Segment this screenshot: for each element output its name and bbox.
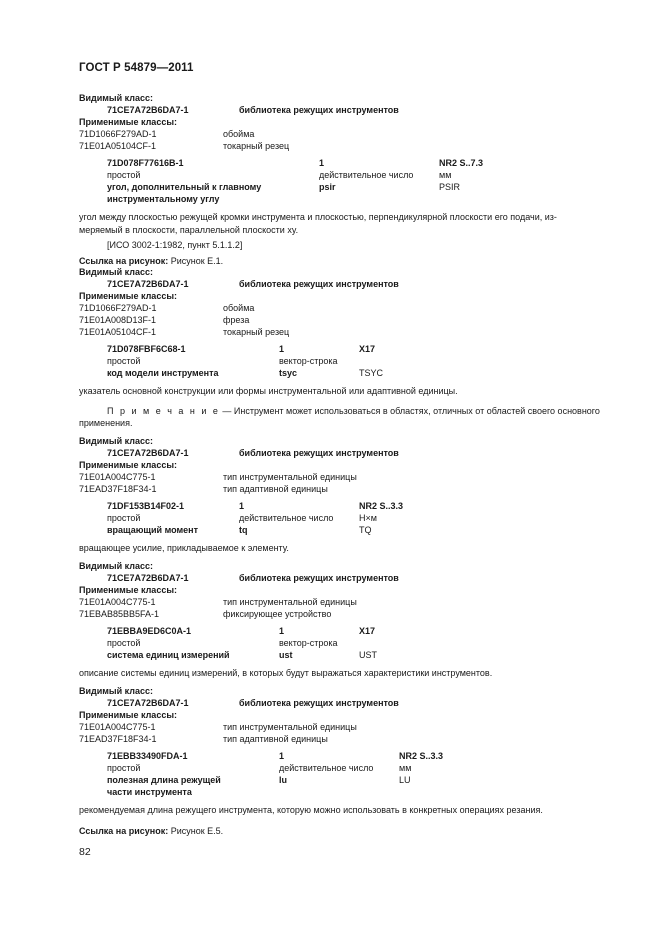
applicable-class-name: тип адаптивной единицы	[223, 484, 328, 494]
figure-reference-value: Рисунок Е.1.	[170, 256, 224, 266]
property-id: 71DF153B14F02-1	[107, 501, 185, 511]
property-data-type: вектор-строка	[279, 638, 338, 648]
visible-class-label: Видимый класс:	[79, 267, 153, 277]
property-symbol: tsyc	[279, 368, 298, 378]
visible-class-id: 71CE7A72B6DA7-1	[107, 573, 189, 583]
applicable-classes-label: Применимые классы:	[79, 585, 178, 595]
figure-reference-value: Рисунок Е.5.	[170, 826, 224, 836]
applicable-class-name: тип инструментальной единицы	[223, 597, 357, 607]
applicable-class-name: тип инструментальной единицы	[223, 722, 357, 732]
applicable-classes-label: Применимые классы:	[79, 460, 178, 470]
applicable-class-id: 71E01A05104CF-1	[79, 141, 157, 151]
property-data-type: действительное число	[239, 513, 334, 523]
property-number: 1	[279, 626, 285, 636]
applicable-class-id: 71E01A004C775-1	[79, 597, 156, 607]
property-number: 1	[319, 158, 325, 168]
property-kind: простой	[107, 513, 141, 523]
property-id: 71D078F77616B-1	[107, 158, 184, 168]
visible-class-id: 71CE7A72B6DA7-1	[107, 698, 189, 708]
property-name-continued: инструментальному углу	[107, 194, 220, 204]
property-data-type: вектор-строка	[279, 356, 338, 366]
property-kind: простой	[107, 356, 141, 366]
property-kind: простой	[107, 638, 141, 648]
definition-text: рекомендуемая длина режущего инструмента, которую можно использовать в конкретных операциях резания.	[79, 805, 543, 815]
definition-text: вращающее усилие, прикладываемое к элементу.	[79, 543, 289, 553]
property-number: 1	[279, 751, 285, 761]
applicable-class-id: 71EAD37F18F34-1	[79, 484, 157, 494]
property-symbol: tq	[239, 525, 248, 535]
property-code: TQ	[359, 525, 372, 535]
applicable-class-id: 71EAD37F18F34-1	[79, 734, 157, 744]
property-unit: Н×м	[359, 513, 377, 523]
property-name-continued: части инструмента	[107, 787, 192, 797]
property-value-format: NR2 S..7.3	[439, 158, 484, 168]
note-body: — Инструмент может использоваться в областях, отличных от областей своего основного	[219, 406, 600, 416]
property-value-format: X17	[359, 344, 376, 354]
source-reference: [ИСО 3002-1:1982, пункт 5.1.1.2]	[107, 240, 243, 250]
applicable-class-name: тип инструментальной единицы	[223, 472, 357, 482]
note-label: П р и м е ч а н и е	[107, 406, 220, 416]
property-unit: мм	[399, 763, 412, 773]
visible-class-id: 71CE7A72B6DA7-1	[107, 448, 189, 458]
applicable-class-name: обойма	[223, 129, 255, 139]
visible-class-name: библиотека режущих инструментов	[239, 105, 399, 115]
property-symbol: lu	[279, 775, 287, 785]
property-data-type: действительное число	[319, 170, 414, 180]
property-number: 1	[239, 501, 245, 511]
visible-class-name: библиотека режущих инструментов	[239, 698, 399, 708]
visible-class-label: Видимый класс:	[79, 93, 153, 103]
applicable-class-name: токарный резец	[223, 141, 290, 151]
applicable-class-id: 71E01A004C775-1	[79, 722, 156, 732]
applicable-class-id: 71E01A008D13F-1	[79, 315, 157, 325]
property-code: UST	[359, 650, 377, 660]
property-code: LU	[399, 775, 411, 785]
applicable-class-id: 71EBAB85BB5FA-1	[79, 609, 160, 619]
property-data-type: действительное число	[279, 763, 374, 773]
applicable-class-name: обойма	[223, 303, 255, 313]
visible-class-id: 71CE7A72B6DA7-1	[107, 105, 189, 115]
property-symbol: ust	[279, 650, 293, 660]
property-name: код модели инструмента	[107, 368, 219, 378]
property-value-format: NR2 S..3.3	[399, 751, 444, 761]
property-name: система единиц измерений	[107, 650, 230, 660]
property-kind: простой	[107, 763, 141, 773]
applicable-class-name: токарный резец	[223, 327, 290, 337]
figure-reference	[79, 825, 223, 837]
visible-class-name: библиотека режущих инструментов	[239, 448, 399, 458]
property-number: 1	[279, 344, 285, 354]
applicable-class-name: тип адаптивной единицы	[223, 734, 328, 744]
property-name: угол, дополнительный к главному	[107, 182, 262, 192]
applicable-classes-label: Применимые классы:	[79, 117, 178, 127]
property-unit: мм	[439, 170, 452, 180]
applicable-class-name: фиксирующее устройство	[223, 609, 332, 619]
visible-class-name: библиотека режущих инструментов	[239, 573, 399, 583]
figure-reference-label: Ссылка на рисунок:	[79, 826, 169, 836]
visible-class-name: библиотека режущих инструментов	[239, 279, 399, 289]
note-text-continued: применения.	[79, 418, 133, 428]
property-id: 71D078FBF6C68-1	[107, 344, 186, 354]
applicable-class-id: 71D1066F279AD-1	[79, 303, 157, 313]
property-id: 71EBB33490FDA-1	[107, 751, 188, 761]
visible-class-label: Видимый класс:	[79, 686, 153, 696]
property-code: TSYC	[359, 368, 384, 378]
property-id: 71EBBA9ED6C0A-1	[107, 626, 192, 636]
property-kind: простой	[107, 170, 141, 180]
applicable-class-id: 71D1066F279AD-1	[79, 129, 157, 139]
property-symbol: psir	[319, 182, 336, 192]
property-value-format: NR2 S..3.3	[359, 501, 404, 511]
note-text	[79, 405, 641, 418]
standard-header: ГОСТ Р 54879—2011	[79, 62, 194, 74]
applicable-class-name: фреза	[223, 315, 250, 325]
definition-text-continued: меряемый в плоскости, параллельной плоскости xy.	[79, 225, 299, 235]
visible-class-label: Видимый класс:	[79, 436, 153, 446]
applicable-classes-label: Применимые классы:	[79, 291, 178, 301]
property-name: полезная длина режущей	[107, 775, 221, 785]
visible-class-id: 71CE7A72B6DA7-1	[107, 279, 189, 289]
applicable-class-id: 71E01A004C775-1	[79, 472, 156, 482]
property-value-format: X17	[359, 626, 376, 636]
property-name: вращающий момент	[107, 525, 199, 535]
figure-reference-label: Ссылка на рисунок:	[79, 256, 169, 266]
property-code: PSIR	[439, 182, 461, 192]
applicable-classes-label: Применимые классы:	[79, 710, 178, 720]
visible-class-label: Видимый класс:	[79, 561, 153, 571]
definition-text: угол между плоскостью режущей кромки инструмента и плоскостью, перпендикулярной плоскости его подачи, из-	[79, 212, 557, 222]
definition-text: описание системы единиц измерений, в которых будут выражаться характеристики инструментов.	[79, 668, 493, 678]
page-number: 82	[79, 846, 91, 858]
applicable-class-id: 71E01A05104CF-1	[79, 327, 157, 337]
definition-text: указатель основной конструкции или формы инструментальной или адаптивной единицы.	[79, 386, 458, 396]
